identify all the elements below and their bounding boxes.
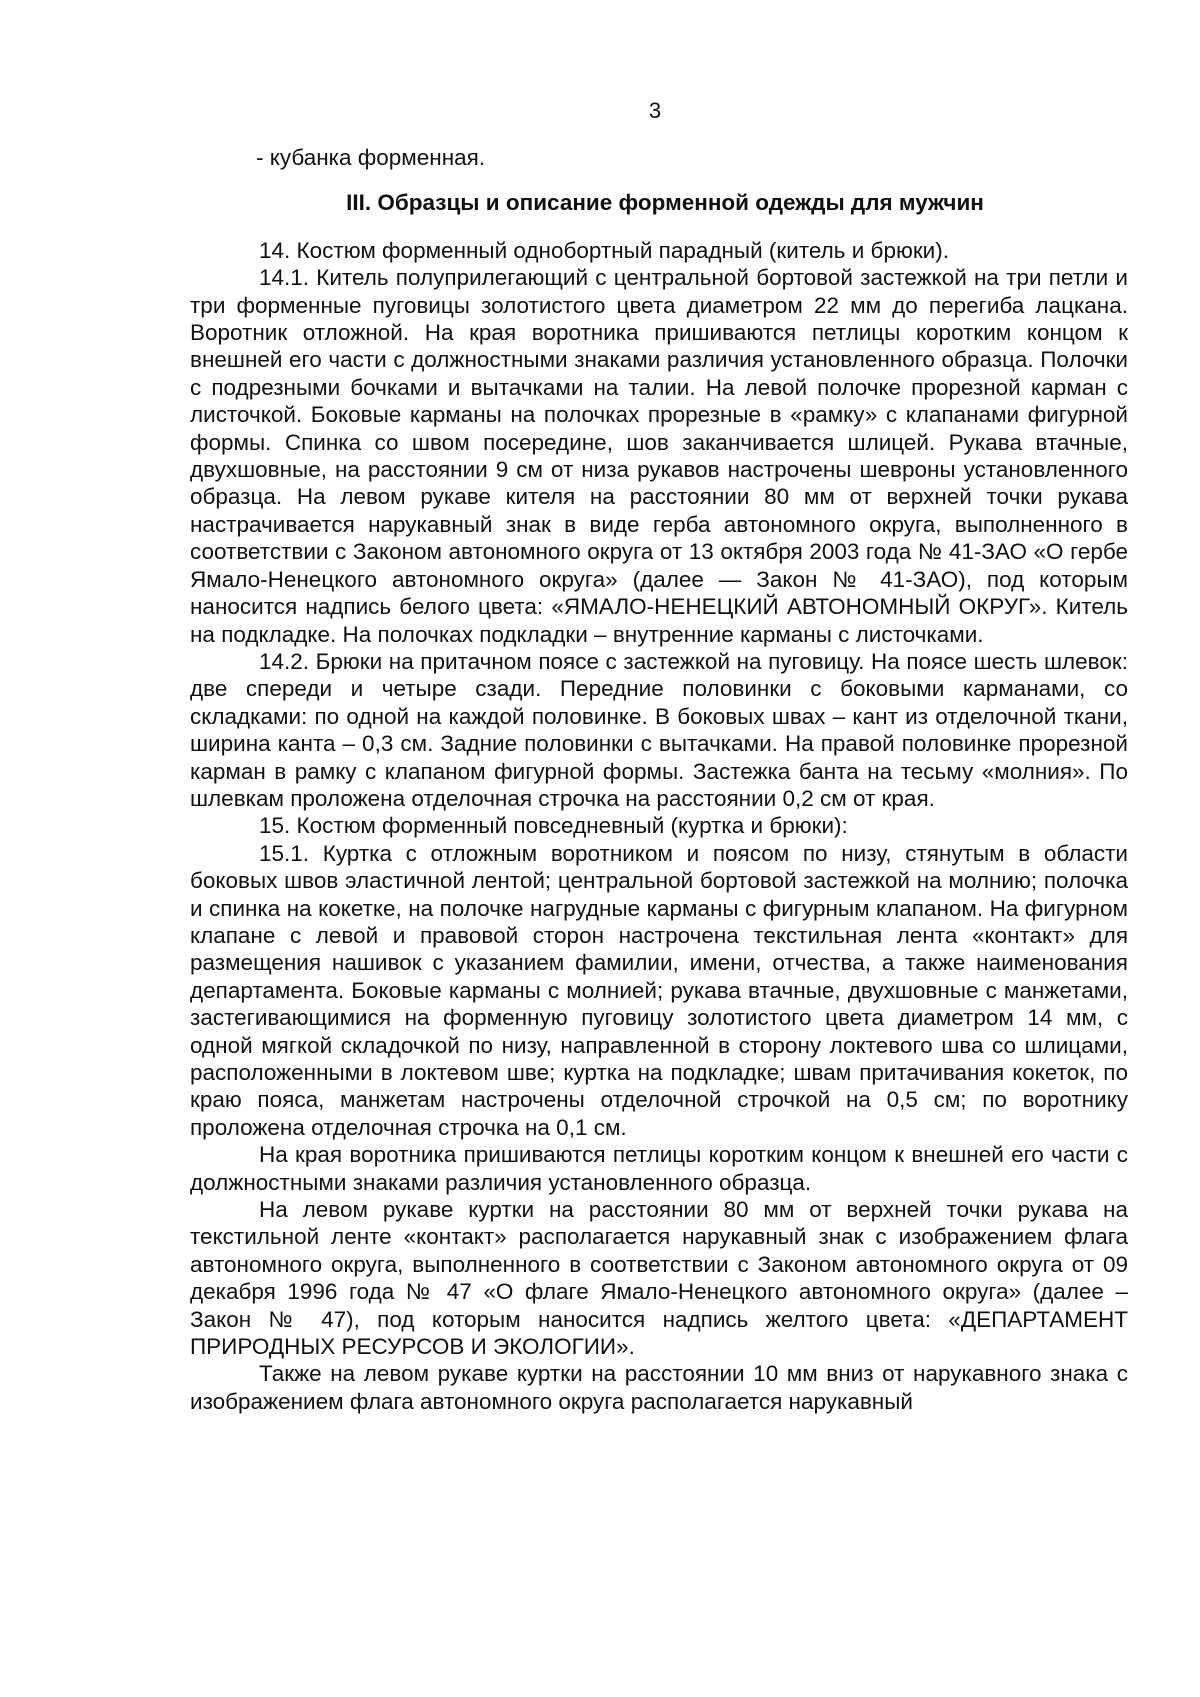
section-title: III. Образцы и описание форменной одежды для мужчин xyxy=(346,190,984,216)
paragraph-14-2: 14.2. Брюки на притачном поясе с застежкой на пуговицу. На поясе шесть шлевок: две спереди и четыре сзади. Передние половинки с боковыми карманами, со складками: по одной на каждой половинке. В боковых швах – кант из отделочной ткани, ширина канта – 0,3 см. Задние половинки с вытачками. На правой половинке прорезной карман в рамку с клапаном фигурной формы. Застежка банта на тесьму «молния». По шлевкам проложена отделочная строчка на расстоянии 0,2 см от края. xyxy=(190,648,1128,811)
page-number: 3 xyxy=(648,98,662,123)
document-body xyxy=(190,144,1128,1415)
paragraph-14: 14. Костюм форменный однобортный парадный (китель и брюки). xyxy=(259,237,949,263)
paragraph-14-1: 14.1. Китель полуприлегающий с центральной бортовой застежкой на три петли и три форменные пуговицы золотистого цвета диаметром 22 мм до перегиба лацкана. Воротник отложной. На края воротника пришиваются петлицы коротким концом к внешней его части с должностными знаками различия установленного образца. Полочки с подрезными бочками и вытачками на талии. На левой полочке прорезной карман с листочкой. Боковые карманы на полочках прорезные в «рамку» с клапанами фигурной формы. Спинка со швом посередине, шов заканчивается шлицей. Рукава втачные, двухшовные, на расстоянии 9 см от низа рукавов настрочены шевроны установленного образца. На левом рукаве кителя на расстоянии 80 мм от верхней точки рукава настрачивается нарукавный знак в виде герба автономного округа, выполненного в соответствии с Законом автономного округа от 13 октября 2003 года № 41-ЗАО «О гербе Ямало-Ненецкого автономного округа» (далее — Закон № 41-ЗАО), под которым наносится надпись белого цвета: «ЯМАЛО-НЕНЕЦКИЙ АВТОНОМНЫЙ ОКРУГ». Китель на подкладке. На полочках подкладки – внутренние карманы с листочками. xyxy=(190,265,1128,647)
paragraph-sleeve-second-badge: Также на левом рукаве куртки на расстоянии 10 мм вниз от нарукавного знака с изображением флага автономного округа располагается нарукавный xyxy=(190,1361,1128,1414)
paragraph-sleeve-flag-badge: На левом рукаве куртки на расстоянии 80 мм от верхней точки рукава на текстильной ленте «контакт» располагается нарукавный знак с изображением флага автономного округа, выполненного в соответствии с Законом автономного округа от 09 декабря 1996 года № 47 «О флаге Ямало-Ненецкого автономного округа» (далее – Закон № 47), под которым наносится надпись желтого цвета: «ДЕПАРТАМЕНТ ПРИРОДНЫХ РЕСУРСОВ И ЭКОЛОГИИ». xyxy=(190,1197,1128,1360)
paragraph-collar-tabs: На края воротника пришиваются петлицы коротким концом к внешней его части с должностными знаками различия установленного образца. xyxy=(190,1142,1128,1195)
paragraph-15-1: 15.1. Куртка с отложным воротником и поясом по низу, стянутым в области боковых швов эластичной лентой; центральной бортовой застежкой на молнию; полочка и спинка на кокетке, на полочке нагрудные карманы с фигурным клапаном. На фигурном клапане с левой и правовой сторон настрочена текстильная лента «контакт» для размещения нашивок с указанием фамилии, имени, отчества, а также наименования департамента. Боковые карманы с молнией; рукава втачные, двухшовные с манжетами, застегивающимися на форменную пуговицу золотистого цвета диаметром 14 мм, с одной мягкой складочкой по низу, направленной в сторону локтевого шва со шлицами, расположенными в локтевом шве; куртка на подкладке; швам притачивания кокеток, по краю пояса, манжетам настрочены отделочной строчкой на 0,5 см; по воротнику проложена отделочная строчка на 0,1 см. xyxy=(190,840,1128,1140)
paragraph-15: 15. Костюм форменный повседневный (куртка и брюки): xyxy=(259,813,848,839)
intro-list-item: - кубанка форменная. xyxy=(256,145,486,170)
